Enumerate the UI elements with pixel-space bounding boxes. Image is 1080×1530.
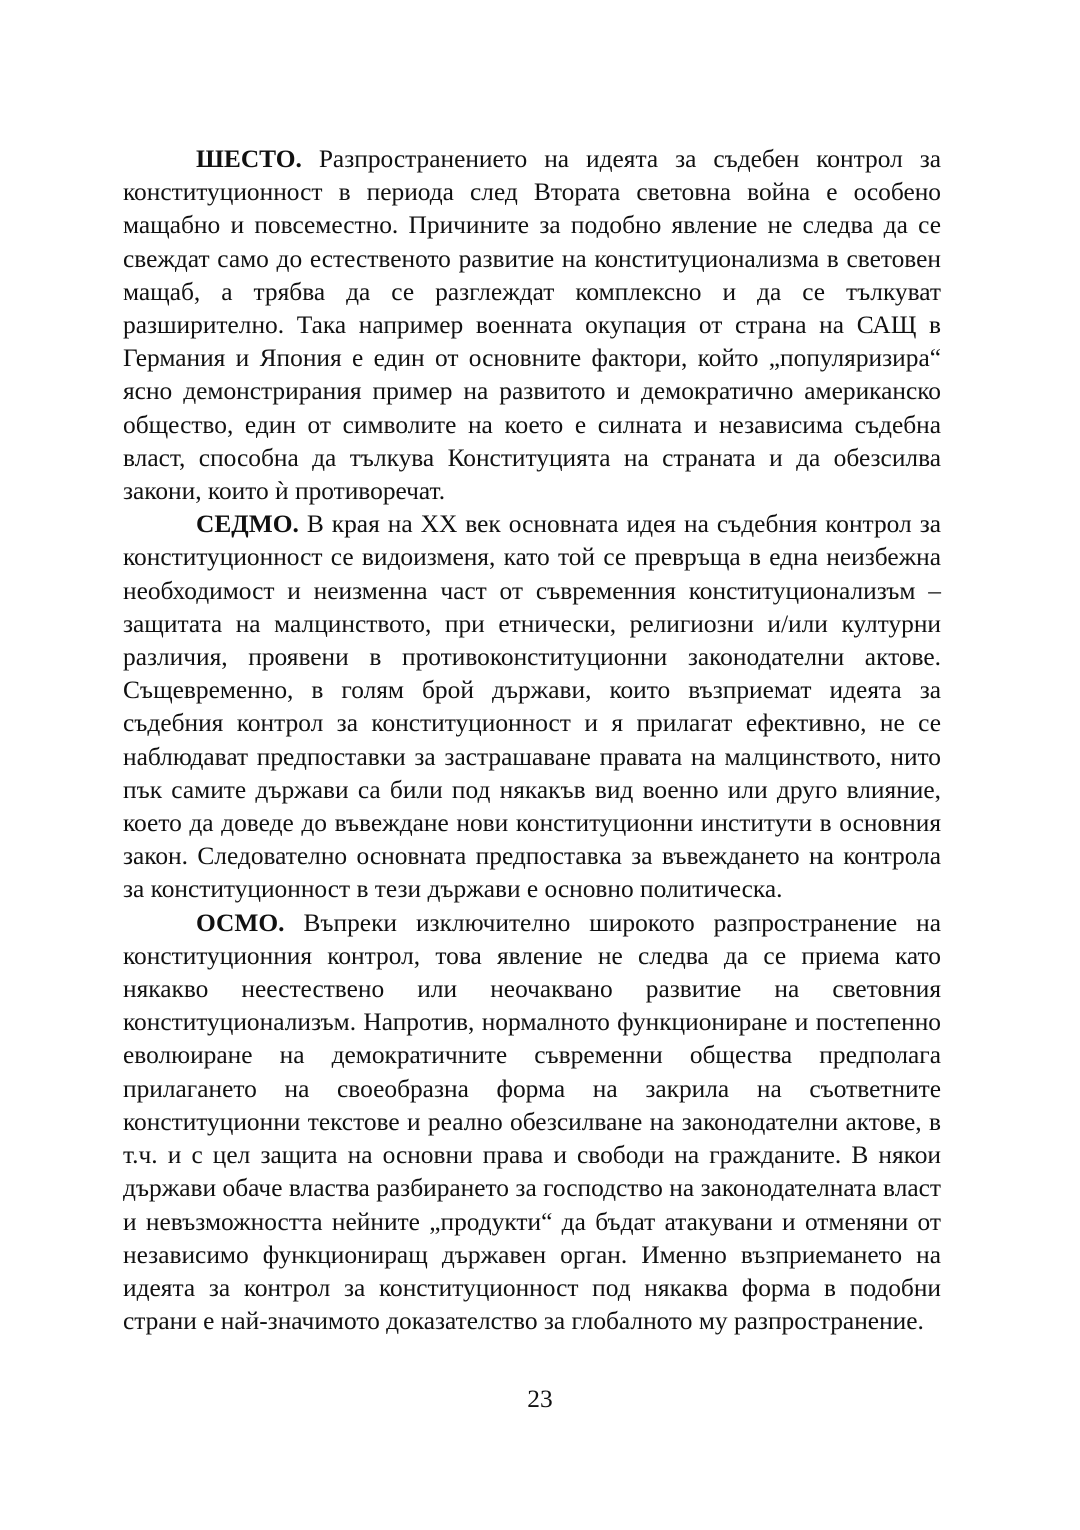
paragraph-shesto <box>123 143 941 508</box>
paragraph-text: В края на XX век основната идея на съдебния контрол за конституционност се видоизменя, като той се превръща в една неизбежна необходимост и неизменна част от съвременния конституционализъм – защитата на малцинството, при етнически, религиозни и/или културни различия, проявени в противоконституционни законодателни актове. Същевременно, в голям брой държави, които възприемат идеята за съдебния контрол за конституционност и я прилагат ефективно, не се наблюдават предпоставки за застрашаване правата на малцинството, нито пък самите държави са били под някакъв вид военно или друго влияние, което да доведе до въвеждане нови конституционни институти в основния закон. Следователно основната предпоставка за въвеждането на контрола за конституционност в тези държави е основно политическа. <box>123 510 941 904</box>
page-number: 23 <box>527 1385 553 1413</box>
paragraph-lead: ШЕСТО. <box>196 145 302 173</box>
paragraph-lead: ОСМО. <box>196 908 285 937</box>
page-body <box>123 143 941 1338</box>
paragraph-text: Разпространението на идеята за съдебен контрол за конституционност в периода след Втората световна война е особено мащабно и повсеместно. Причините за подобно явление не следва да се свеждат само до естественото развитие на конституционализма в световен мащаб, а трябва да се разглеждат комплексно и да се тълкуват разширително. Така например военната окупация от страна на САЩ в Германия и Япония е един от основните фактори, който „популяризира“ ясно демонстрирания пример на развитото и демократично американско общество, един от символите на което е силната и независима съдебна власт, способна да тълкува Конституцията на страната и да обезсилва закони, които ѝ противоречат. <box>123 145 941 506</box>
paragraph-osmo <box>123 907 941 1339</box>
paragraph-lead: СЕДМО. <box>196 510 299 539</box>
paragraph-sedmo <box>123 508 941 906</box>
paragraph-text: Въпреки изключително широкото разпространение на конституционния контрол, това явление не следва да се приема като някакво неестествено или неочаквано развитие на световния конституционализъм. Напротив, нормалното функциониране и постепенно еволюиране на демократичните съвременни общества предполага прилагането на своеобразна форма на закрила на съответните конституционни текстове и реално обезсилване на законодателни актове, в т.ч. и с цел защита на основни права и свободи на гражданите. В някои държави обаче властва разбирането за господство на законодателната власт и невъзможността нейните „продукти“ да бъдат атакувани и отменяни от независимо функциониращ държавен орган. Именно възприемането на идеята за контрол за конституционност под някаква форма в подобни страни е най-значимото доказателство за глобалното му разпространение. <box>123 908 941 1336</box>
